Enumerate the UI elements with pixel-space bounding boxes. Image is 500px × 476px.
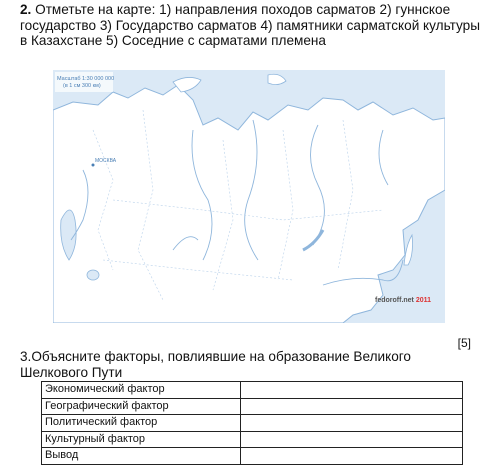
scale-line-2: (в 1 см 300 км) bbox=[63, 83, 101, 89]
factors-table bbox=[41, 381, 463, 465]
factor-label: Политический фактор bbox=[42, 415, 241, 432]
task-3-prompt: 3.Объясните факторы, повлиявшие на образование Великого Шелкового Пути bbox=[20, 349, 411, 380]
table-row bbox=[42, 431, 463, 448]
svg-text:fedoroff.net 2011 bbox=[375, 297, 431, 304]
task-2-number: 2. bbox=[20, 2, 32, 17]
score-label: [5] bbox=[457, 336, 471, 350]
land-mass bbox=[53, 85, 445, 323]
table-row bbox=[42, 415, 463, 432]
factor-label: Культурный фактор bbox=[42, 431, 241, 448]
task-2-prompt bbox=[20, 2, 480, 49]
table-row bbox=[42, 382, 463, 399]
factor-answer-cell[interactable] bbox=[241, 415, 463, 432]
table-row bbox=[42, 398, 463, 415]
factor-label: Географический фактор bbox=[42, 398, 241, 415]
factor-answer-cell[interactable] bbox=[241, 382, 463, 399]
factor-label: Экономический фактор bbox=[42, 382, 241, 399]
factor-label: Вывод bbox=[42, 448, 241, 465]
aral-sea bbox=[87, 270, 99, 280]
city-label-moscow: МОСКВА bbox=[95, 158, 117, 164]
factor-answer-cell[interactable] bbox=[241, 398, 463, 415]
scale-legend-box bbox=[55, 72, 113, 92]
watermark: fedoroff.net bbox=[375, 297, 414, 304]
map-drawing bbox=[53, 70, 445, 323]
severnaya-zemlya bbox=[268, 74, 286, 84]
watermark-year: 2011 bbox=[415, 297, 432, 304]
sakhalin-island bbox=[404, 235, 413, 265]
city-marker bbox=[92, 164, 95, 167]
table-row bbox=[42, 448, 463, 465]
factor-answer-cell[interactable] bbox=[241, 448, 463, 465]
task-2-text: Отметьте на карте: 1) направления походов сарматов 2) гуннское государство 3) Государство сарматов 4) памятники сарматской культуры в Казахстане 5) Соседние с сарматами племена bbox=[20, 2, 480, 48]
contour-map bbox=[53, 70, 445, 323]
factor-answer-cell[interactable] bbox=[241, 431, 463, 448]
scale-line-1: Масштаб 1:30 000 000 bbox=[57, 76, 115, 82]
